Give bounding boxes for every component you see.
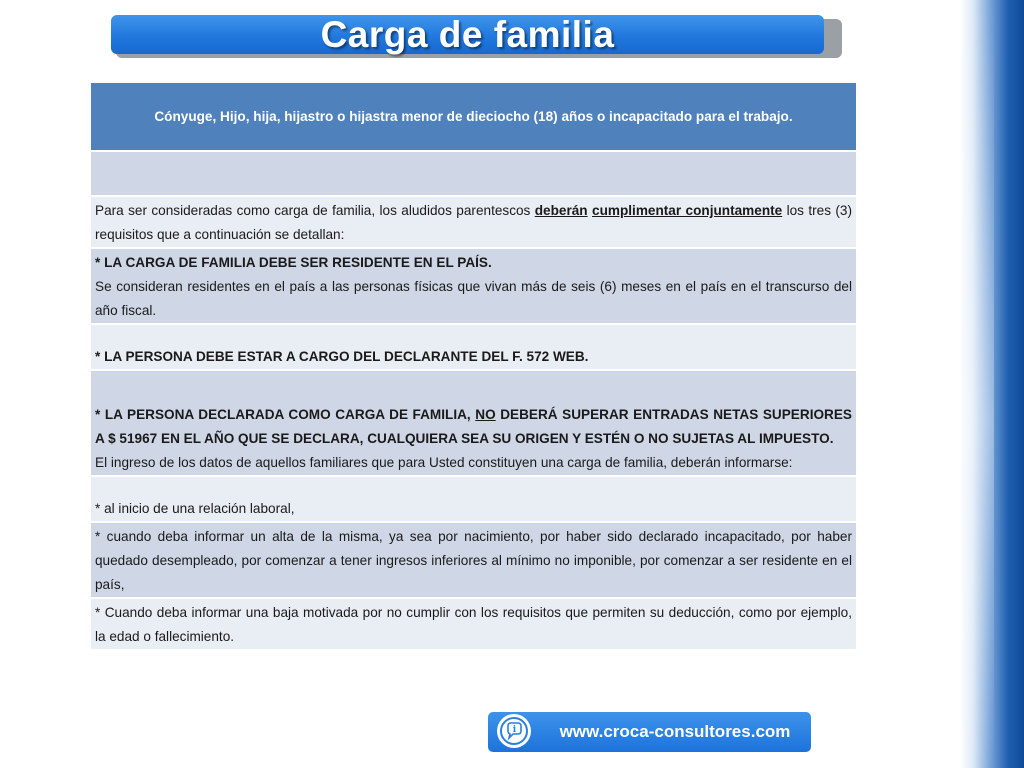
table-row-requirement-3 (91, 371, 856, 477)
requirement-3-title (95, 403, 852, 451)
side-decoration-glow (964, 0, 994, 768)
table-row-intro (91, 197, 856, 249)
requirement-3-pre: * LA PERSONA DECLARADA COMO CARGA DE FAMILIA, (95, 407, 476, 422)
requirement-1-title: * LA CARGA DE FAMILIA DEBE SER RESIDENTE EN EL PAÍS. (95, 255, 492, 270)
requirement-3-post: DEBERÁ SUPERAR ENTRADAS NETAS SUPERIORES A $ 51967 EN EL AÑO QUE SE DECLARA, CUALQUIERA SEA SU ORIGEN Y ESTÉN O NO SUJETAS AL IMPUESTO. (95, 407, 852, 446)
intro-bold-cumplimentar: cumplimentar conjuntamente (592, 203, 783, 218)
info-line: El ingreso de los datos de aquellos familiares que para Usted constituyen una carga de familia, deberán informarse: (95, 455, 793, 470)
table-row-bullet-1 (91, 477, 856, 523)
table-row-requirement-1 (91, 249, 856, 325)
requirement-2-title: * LA PERSONA DEBE ESTAR A CARGO DEL DECLARANTE DEL F. 572 WEB. (95, 349, 589, 364)
requirement-3-no: NO (475, 407, 496, 422)
intro-text-post: los tres (3) requisitos que a continuación se detallan: (95, 203, 853, 242)
intro-bold-deberan: deberán (534, 203, 588, 218)
bullet-2-text: * cuando deba informar un alta de la misma, ya sea por nacimiento, por haber sido declarado incapacitado, por haber quedado desempleado, por comenzar a tener ingresos inferiores al mínimo no imponible, por comenzar a ser residente en el país, (95, 529, 852, 592)
page-title: Carga de familia (320, 14, 615, 55)
table-row-bullet-3 (91, 599, 856, 651)
table-row-requirement-2 (91, 325, 856, 371)
svg-text:i: i (512, 725, 517, 735)
bullet-3-text: * Cuando deba informar una baja motivada por no cumplir con los requisitos que permiten su deducción, como por ejemplo, la edad o fallecimiento. (95, 605, 852, 644)
table-header-text: Cónyuge, Hijo, hija, hijastro o hijastra menor de dieciocho (18) años o incapacitado para el trabajo. (154, 108, 793, 124)
info-chat-icon (497, 714, 531, 748)
website-url[interactable]: www.croca-consultores.com (559, 722, 791, 741)
intro-text-pre: Para ser consideradas como carga de familia, los aludidos parentescos (95, 203, 535, 218)
table-row-empty (91, 152, 856, 197)
info-table (91, 83, 856, 651)
bullet-1-text: * al inicio de una relación laboral, (95, 501, 295, 516)
requirement-1-body: Se consideran residentes en el país a las personas físicas que vivan más de seis (6) meses en el país en el transcurso del año fiscal. (95, 279, 852, 318)
table-header (91, 83, 856, 152)
table-row-bullet-2 (91, 523, 856, 599)
